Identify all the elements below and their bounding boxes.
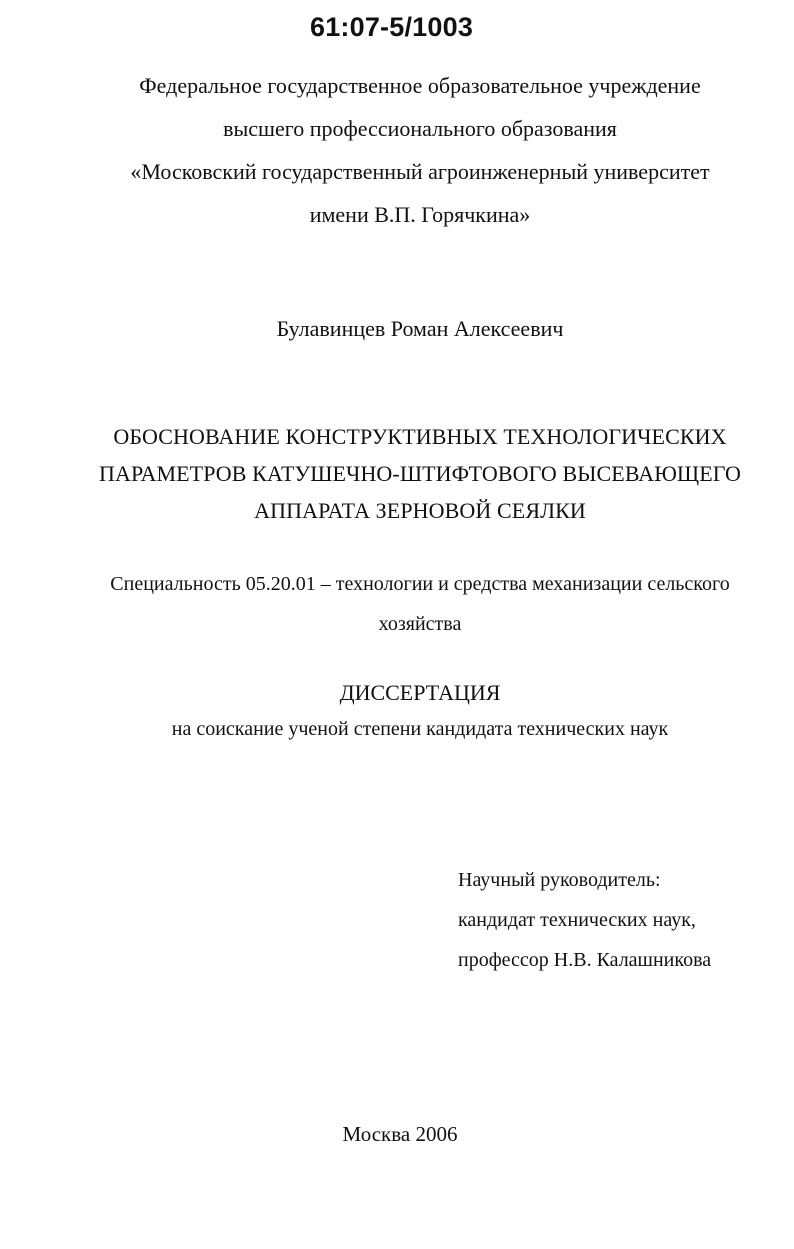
organization-line: высшего профессионального образования (223, 116, 617, 141)
city-year: Москва 2006 (342, 1122, 458, 1146)
advisor-line: профессор Н.В. Калашникова (458, 949, 712, 971)
dissertation-label: ДИССЕРТАЦИЯ (339, 680, 501, 705)
advisor-line: кандидат технических наук, (458, 909, 696, 931)
speciality-block (95, 564, 745, 644)
dissertation-title (70, 418, 770, 529)
author-name: Булавинцев Роман Алексеевич (276, 316, 564, 341)
scientific-advisor-block (458, 860, 778, 980)
organization-block (60, 64, 780, 236)
organization-line: Федеральное государственное образовательное учреждение (139, 73, 701, 98)
archive-stamp-number: 61:07-5/1003 (310, 12, 474, 42)
speciality-line: Специальность 05.20.01 – технологии и средства механизации сельского (110, 573, 730, 595)
title-line: ПАРАМЕТРОВ КАТУШЕЧНО-ШТИФТОВОГО ВЫСЕВАЮЩЕГО (98, 461, 742, 486)
advisor-line: Научный руководитель: (458, 869, 661, 891)
organization-line: имени В.П. Горячкина» (309, 202, 531, 227)
title-line: АППАРАТА ЗЕРНОВОЙ СЕЯЛКИ (254, 498, 586, 523)
speciality-line: хозяйства (378, 613, 462, 635)
title-line: ОБОСНОВАНИЕ КОНСТРУКТИВНЫХ ТЕХНОЛОГИЧЕСКИХ (113, 424, 727, 449)
degree-line: на соискание ученой степени кандидата технических наук (171, 718, 669, 740)
organization-line: «Московский государственный агроинженерный университет (130, 159, 710, 184)
